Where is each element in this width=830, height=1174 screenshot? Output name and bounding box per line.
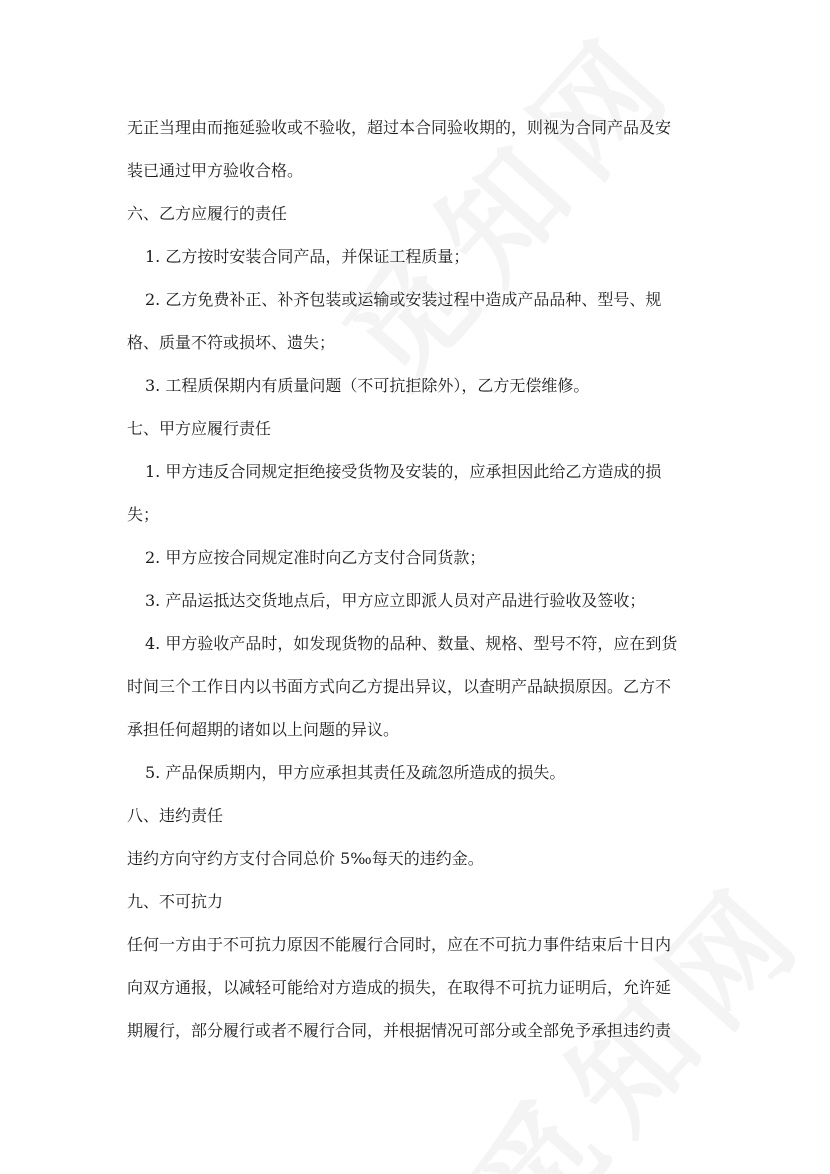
list-item: 3. 产品运抵达交货地点后，甲方应立即派人员对产品进行验收及签收；: [145, 591, 646, 610]
section-heading: 七、甲方应履行责任: [127, 419, 272, 438]
section-heading: 六、乙方应履行的责任: [127, 204, 288, 223]
paragraph-line: 无正当理由而拖延验收或不验收，超过本合同验收期的，则视为合同产品及安: [127, 118, 672, 137]
list-item-continuation: 时间三个工作日内以书面方式向乙方提出异议，以查明产品缺损原因。乙方不: [127, 677, 672, 696]
list-item-continuation: 格、质量不符或损坏、遗失；: [127, 333, 336, 352]
list-item: 4. 甲方验收产品时，如发现货物的品种、数量、规格、型号不符，应在到货: [145, 634, 678, 653]
list-item: 1. 甲方违反合同规定拒绝接受货物及安装的，应承担因此给乙方造成的损: [145, 462, 662, 481]
paragraph-line: 任何一方由于不可抗力原因不能履行合同时，应在不可抗力事件结束后十日内: [127, 935, 672, 954]
list-item: 2. 乙方免费补正、补齐包装或运输或安装过程中造成产品品种、型号、规: [145, 290, 662, 309]
paragraph-line: 装已通过甲方验收合格。: [127, 161, 304, 180]
list-item-continuation: 承担任何超期的诸如以上问题的异议。: [127, 720, 400, 739]
paragraph-line: 向双方通报，以减轻可能给对方造成的损失，在取得不可抗力证明后，允许延: [127, 978, 672, 997]
section-heading: 八、违约责任: [127, 806, 224, 825]
list-item: 1. 乙方按时安装合同产品，并保证工程质量；: [145, 247, 470, 266]
section-heading: 九、不可抗力: [127, 892, 224, 911]
watermark-bottom: [430, 838, 830, 1174]
paragraph-line: 违约方向守约方支付合同总价 5‰每天的违约金。: [127, 849, 484, 868]
list-item: 2. 甲方应按合同规定准时向乙方支付合同货款；: [145, 548, 486, 567]
watermark: [300, 0, 709, 415]
list-item: 5. 产品保质期内，甲方应承担其责任及疏忽所造成的损失。: [145, 763, 566, 782]
list-item-continuation: 失；: [127, 505, 160, 524]
paragraph-line: 期履行，部分履行或者不履行合同，并根据情况可部分或全部免予承担违约责: [127, 1021, 672, 1040]
list-item: 3. 工程质保期内有质量问题（不可抗拒除外），乙方无偿维修。: [145, 376, 590, 395]
